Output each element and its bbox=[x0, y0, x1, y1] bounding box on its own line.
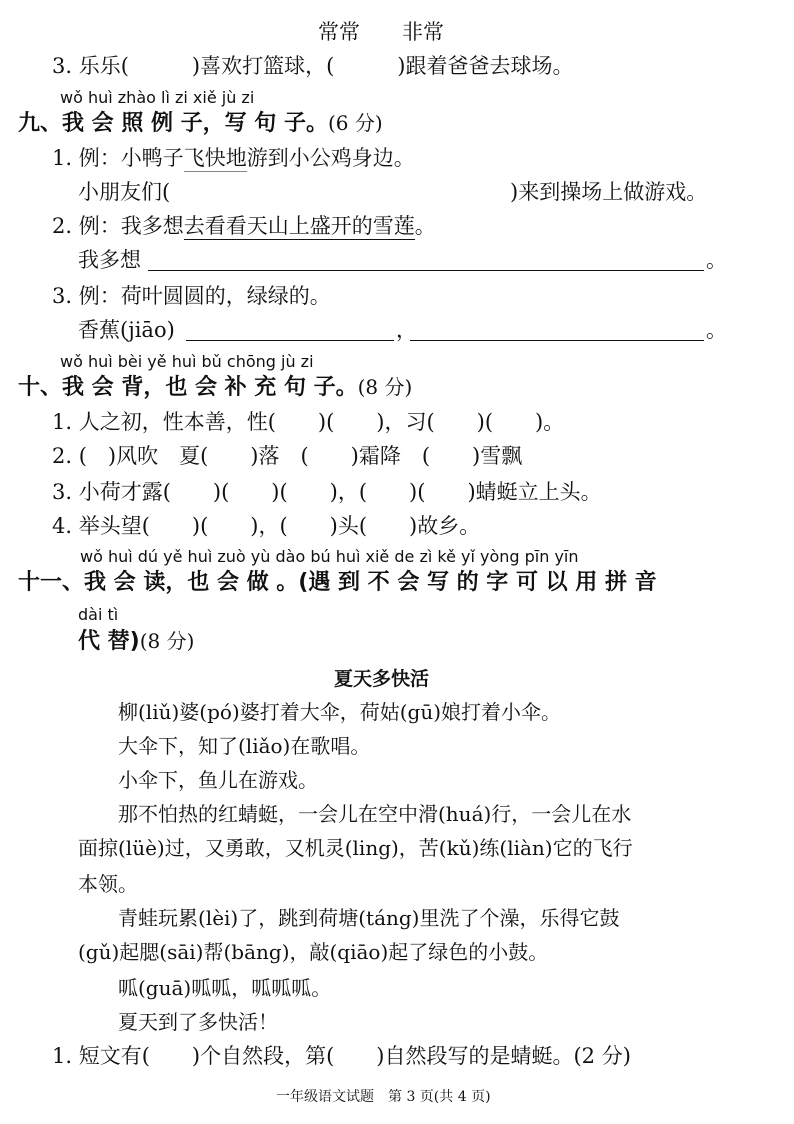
section11-title: 十一、我 会 读，也 会 做 。(遇 到 不 会 写 的 字 可 以 用 拼 音 bbox=[18, 570, 657, 595]
s10-q1: 1. 人之初，性本善，性( )( )，习( )( )。 bbox=[52, 410, 565, 434]
s9-q2-example-underlined: 去看看天山上盛开的雪莲 bbox=[183, 214, 415, 238]
s10-q4: 4. 举头望( )( )，( )头( )故乡。 bbox=[52, 514, 481, 538]
story-paragraph-5a: 青蛙玩累(lèi)了，跳到荷塘(táng)里洗了个澡，乐得它鼓 bbox=[118, 906, 620, 930]
section9-heading bbox=[18, 110, 383, 137]
story-paragraph-4b: 面掠(lüè)过，又勇敢，又机灵(ling)，苦(kǔ)练(liàn)它的飞行 bbox=[78, 836, 633, 860]
s9-q2-example-suffix: 。 bbox=[414, 214, 436, 238]
story-title: 夏天多快活 bbox=[334, 668, 430, 690]
s9-q3-fill-end: 。 bbox=[706, 318, 727, 342]
s9-q3-answer-line-1[interactable] bbox=[186, 340, 394, 341]
story-paragraph-1: 柳(liǔ)婆(pó)婆打着大伞，荷姑(gū)娘打着小伞。 bbox=[118, 700, 562, 724]
section11-pinyin-1: wǒ huì dú yě huì zuò yù dào bú huì xiě de zì kě yǐ yòng pīn yīn bbox=[80, 547, 579, 566]
s9-q1-example-prefix: 1. 例：小鸭子 bbox=[52, 146, 184, 170]
s9-q1-fill-prefix: 小朋友们( bbox=[78, 180, 171, 204]
story-paragraph-3: 小伞下，鱼儿在游戏。 bbox=[118, 768, 318, 792]
s9-q2-example bbox=[52, 214, 436, 238]
section11-title-2: 代 替) bbox=[78, 629, 140, 654]
section10-pinyin: wǒ huì bèi yě huì bǔ chōng jù zi bbox=[60, 352, 314, 371]
s9-q1-example-suffix: 游到小公鸡身边。 bbox=[246, 146, 415, 170]
story-paragraph-2: 大伞下，知了(liǎo)在歌唱。 bbox=[118, 734, 371, 758]
top-words: 常常 非常 bbox=[318, 20, 444, 44]
section10-score: (8 分) bbox=[357, 375, 413, 399]
story-paragraph-6: 呱(guā)呱呱，呱呱呱。 bbox=[118, 976, 332, 1000]
story-paragraph-4c: 本领。 bbox=[78, 872, 138, 896]
section11-score: (8 分) bbox=[139, 629, 195, 653]
page-footer: 一年级语文试题 第 3 页(共 4 页) bbox=[276, 1089, 491, 1105]
s9-q3-answer-line-2[interactable] bbox=[410, 340, 704, 341]
story-paragraph-4a: 那不怕热的红蜻蜓，一会儿在空中滑(huá)行，一会儿在水 bbox=[118, 802, 632, 826]
section9-score: (6 分) bbox=[327, 111, 383, 135]
s9-q2-answer-line[interactable] bbox=[148, 270, 704, 271]
s9-q3-fill-prefix: 香蕉(jiāo) bbox=[78, 318, 175, 342]
s10-q2: 2. ( )风吹 夏( )落 ( )霜降 ( )雪飘 bbox=[52, 444, 523, 468]
story-paragraph-5b: (gǔ)起腮(sāi)帮(bāng)，敲(qiāo)起了绿色的小鼓。 bbox=[78, 940, 549, 964]
section9-pinyin: wǒ huì zhào lì zi xiě jù zi bbox=[60, 88, 255, 107]
part8-question-3: 3. 乐乐( )喜欢打篮球，( )跟着爸爸去球场。 bbox=[52, 54, 574, 78]
section10-title: 十、我 会 背，也 会 补 充 句 子。 bbox=[18, 375, 358, 400]
section11-pinyin-2: dài tì bbox=[78, 605, 119, 624]
section11-heading-2 bbox=[78, 628, 194, 655]
s9-q2-fill-end: 。 bbox=[706, 248, 727, 272]
story-question-1: 1. 短文有( )个自然段，第( )自然段写的是蜻蜓。(2 分) bbox=[52, 1044, 631, 1068]
s10-q3: 3. 小荷才露( )( )( )，( )( )蜻蜓立上头。 bbox=[52, 480, 602, 504]
s9-q1-example-underlined: 飞快地 bbox=[183, 146, 247, 170]
story-paragraph-7: 夏天到了多快活！ bbox=[118, 1010, 278, 1034]
s9-q3-example: 3. 例：荷叶圆圆的，绿绿的。 bbox=[52, 284, 331, 308]
section9-title: 九、我 会 照 例 子，写 句 子。 bbox=[18, 111, 328, 136]
s9-q1-fill-suffix: )来到操场上做游戏。 bbox=[510, 180, 708, 204]
section10-heading bbox=[18, 374, 412, 401]
s9-q3-fill-comma: ， bbox=[396, 318, 417, 342]
s9-q2-example-prefix: 2. 例：我多想 bbox=[52, 214, 184, 238]
s9-q1-example bbox=[52, 146, 415, 170]
s9-q2-fill-prefix: 我多想 bbox=[78, 248, 141, 272]
